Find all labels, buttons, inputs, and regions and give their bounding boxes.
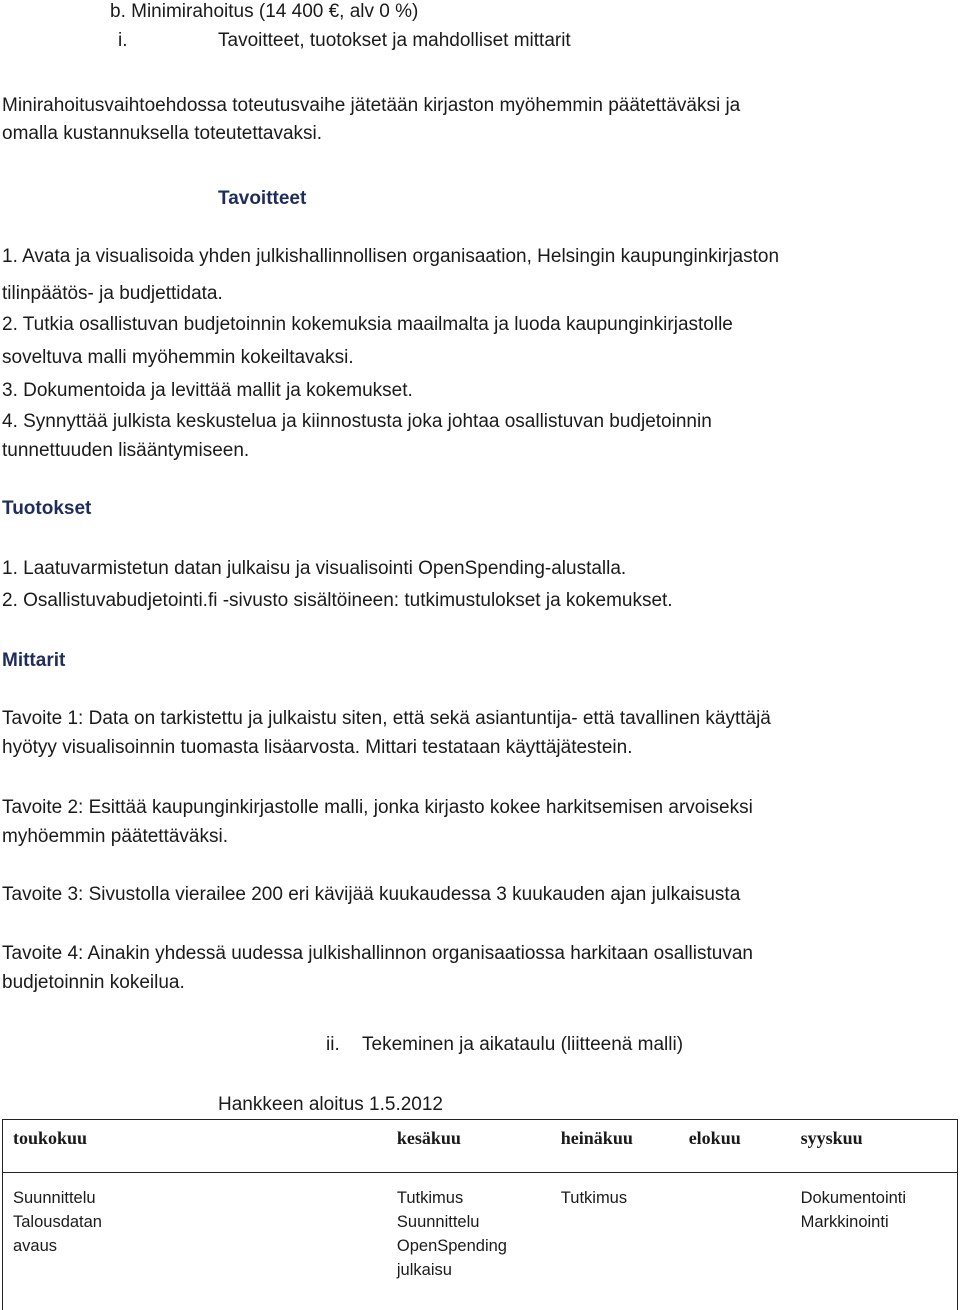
- task-item: julkaisu: [397, 1258, 551, 1282]
- tasks-toukokuu: [3, 1173, 387, 1310]
- tasks-heinakuu: [551, 1173, 679, 1310]
- month-syyskuu: syyskuu: [791, 1120, 958, 1173]
- metrics-heading: Mittarit: [2, 646, 65, 675]
- goal-line: 2. Tutkia osallistuvan budjetoinnin kokemuksia maailmalta ja luoda kaupunginkirjastolle: [2, 310, 733, 339]
- task-item: Suunnittelu: [13, 1186, 387, 1210]
- metric-1-line-1: Tavoite 1: Data on tarkistettu ja julkaistu siten, että sekä asiantuntija- että tavallinen käyttäjä: [2, 704, 771, 733]
- schedule-table: [2, 1119, 958, 1310]
- section-i-title: Tavoitteet, tuotokset ja mahdolliset mittarit: [218, 26, 571, 55]
- month-toukokuu: toukokuu: [3, 1120, 387, 1173]
- intro-line-2: omalla kustannuksella toteutettavaksi.: [2, 119, 322, 148]
- section-ii-number: ii.: [326, 1030, 340, 1059]
- project-start: Hankkeen aloitus 1.5.2012: [218, 1090, 443, 1119]
- goals-heading: Tavoitteet: [218, 184, 306, 213]
- goal-line: tunnettuuden lisääntymiseen.: [2, 436, 249, 465]
- month-elokuu: elokuu: [679, 1120, 791, 1173]
- metric-2-line-1: Tavoite 2: Esittää kaupunginkirjastolle malli, jonka kirjasto kokee harkitsemisen arvoiseksi: [2, 793, 753, 822]
- section-b-heading: b. Minimirahoitus (14 400 €, alv 0 %): [110, 0, 418, 26]
- metric-2-line-2: myhöemmin päätettäväksi.: [2, 822, 228, 851]
- task-item: Dokumentointi: [801, 1186, 957, 1210]
- month-heinakuu: heinäkuu: [551, 1120, 679, 1173]
- task-item: Suunnittelu: [397, 1210, 551, 1234]
- task-item: OpenSpending: [397, 1234, 551, 1258]
- tasks-kesakuu: [387, 1173, 551, 1310]
- goal-line: 3. Dokumentoida ja levittää mallit ja kokemukset.: [2, 376, 413, 405]
- intro-line-1: Minirahoitusvaihtoehdossa toteutusvaihe jätetään kirjaston myöhemmin päätettäväksi ja: [2, 91, 740, 120]
- tasks-syyskuu: [791, 1173, 958, 1310]
- task-item: avaus: [13, 1234, 387, 1258]
- metric-4-line-1: Tavoite 4: Ainakin yhdessä uudessa julkishallinnon organisaatiossa harkitaan osallistuvan: [2, 939, 753, 968]
- goal-line: 4. Synnyttää julkista keskustelua ja kiinnostusta joka johtaa osallistuvan budjetoinnin: [2, 407, 712, 436]
- outputs-heading: Tuotokset: [2, 494, 91, 523]
- schedule-task-row: [3, 1173, 958, 1310]
- goal-line: tilinpäätös- ja budjettidata.: [2, 279, 223, 308]
- section-i-number: i.: [118, 26, 128, 55]
- tasks-elokuu: [679, 1173, 791, 1310]
- task-item: Tutkimus: [561, 1186, 679, 1210]
- schedule-header-row: [3, 1120, 958, 1173]
- goal-line: 1. Avata ja visualisoida yhden julkishallinnollisen organisaation, Helsingin kaupunginkirjaston: [2, 242, 779, 271]
- goal-line: soveltuva malli myöhemmin kokeiltavaksi.: [2, 343, 354, 372]
- task-item: Talousdatan: [13, 1210, 387, 1234]
- output-line: 2. Osallistuvabudjetointi.fi -sivusto sisältöineen: tutkimustulokset ja kokemukset.: [2, 586, 673, 615]
- section-ii-title: Tekeminen ja aikataulu (liitteenä malli): [362, 1030, 683, 1059]
- month-kesakuu: kesäkuu: [387, 1120, 551, 1173]
- output-line: 1. Laatuvarmistetun datan julkaisu ja visualisointi OpenSpending-alustalla.: [2, 554, 626, 583]
- task-item: Tutkimus: [397, 1186, 551, 1210]
- metric-4-line-2: budjetoinnin kokeilua.: [2, 968, 185, 997]
- metric-3-line-1: Tavoite 3: Sivustolla vierailee 200 eri kävijää kuukaudessa 3 kuukauden ajan julkaisusta: [2, 880, 740, 909]
- metric-1-line-2: hyötyy visualisoinnin tuomasta lisäarvosta. Mittari testataan käyttäjätestein.: [2, 733, 632, 762]
- task-item: Markkinointi: [801, 1210, 957, 1234]
